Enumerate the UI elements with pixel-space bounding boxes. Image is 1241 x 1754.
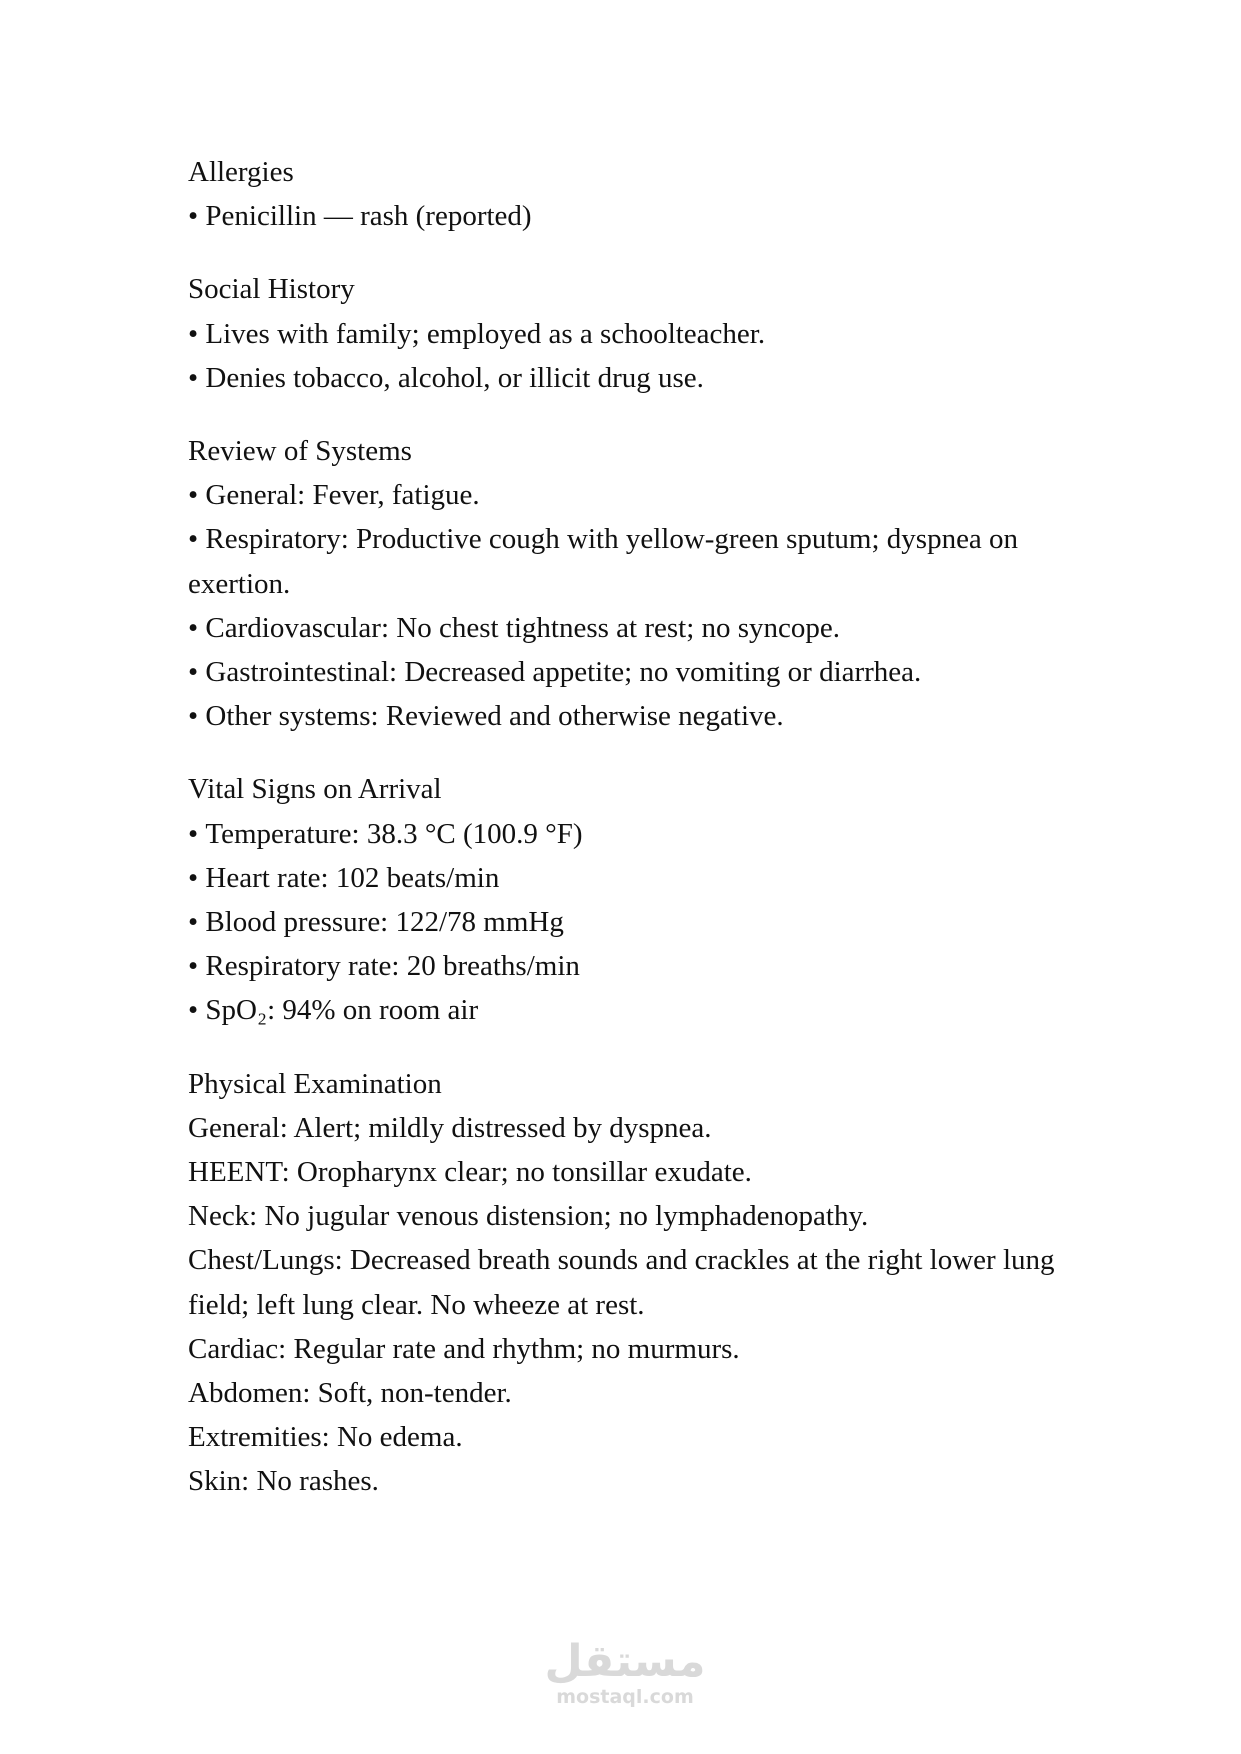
section-physical-examination — [188, 1062, 1068, 1504]
section-title: Vital Signs on Arrival — [188, 773, 442, 806]
section-social-history — [188, 267, 1068, 400]
section-allergies — [188, 150, 1068, 238]
list-item: • Cardiovascular: No chest tightness at rest; no syncope. — [188, 606, 1068, 650]
list-item: • Lives with family; employed as a schoolteacher. — [188, 312, 1068, 356]
exam-line: HEENT: Oropharynx clear; no tonsillar exudate. — [188, 1156, 752, 1189]
document-page — [188, 150, 1068, 1533]
section-title: Social History — [188, 273, 355, 306]
section-review-of-systems — [188, 429, 1068, 738]
list-item: • Respiratory rate: 20 breaths/min — [188, 944, 1068, 988]
section-title: Physical Examination — [188, 1067, 442, 1100]
exam-line: Chest/Lungs: Decreased breath sounds and crackles at the right lower lung field; left lung clear. No wheeze at rest. — [188, 1244, 1055, 1321]
list-item: • Denies tobacco, alcohol, or illicit drug use. — [188, 356, 1068, 400]
section-vital-signs — [188, 767, 1068, 1032]
list-item: • Temperature: 38.3 °C (100.9 °F) — [188, 812, 1068, 856]
list-item: • Gastrointestinal: Decreased appetite; no vomiting or diarrhea. — [188, 650, 1068, 694]
list-item: • Respiratory: Productive cough with yellow-green sputum; dyspnea on exertion. — [188, 517, 1068, 605]
exam-line: Extremities: No edema. — [188, 1421, 463, 1454]
exam-line: Cardiac: Regular rate and rhythm; no murmurs. — [188, 1332, 740, 1365]
list-item: • Other systems: Reviewed and otherwise negative. — [188, 694, 1068, 738]
watermark-logo — [540, 1638, 710, 1708]
exam-line: General: Alert; mildly distressed by dyspnea. — [188, 1111, 712, 1144]
list-item: • Blood pressure: 122/78 mmHg — [188, 900, 1068, 944]
exam-line: Abdomen: Soft, non-tender. — [188, 1377, 512, 1410]
list-item: • General: Fever, fatigue. — [188, 473, 1068, 517]
section-title: Allergies — [188, 156, 294, 188]
exam-line: Skin: No rashes. — [188, 1465, 379, 1498]
exam-line: Neck: No jugular venous distension; no lymphadenopathy. — [188, 1200, 869, 1233]
watermark-arabic-text: مستقل — [544, 1636, 706, 1687]
watermark-url: mostaql.com — [556, 1686, 694, 1708]
list-item: • Penicillin — rash (reported) — [188, 194, 1068, 238]
list-item: • Heart rate: 102 beats/min — [188, 856, 1068, 900]
section-title: Review of Systems — [188, 435, 412, 468]
list-item: • SpO₂: 94% on room air — [188, 988, 1068, 1032]
